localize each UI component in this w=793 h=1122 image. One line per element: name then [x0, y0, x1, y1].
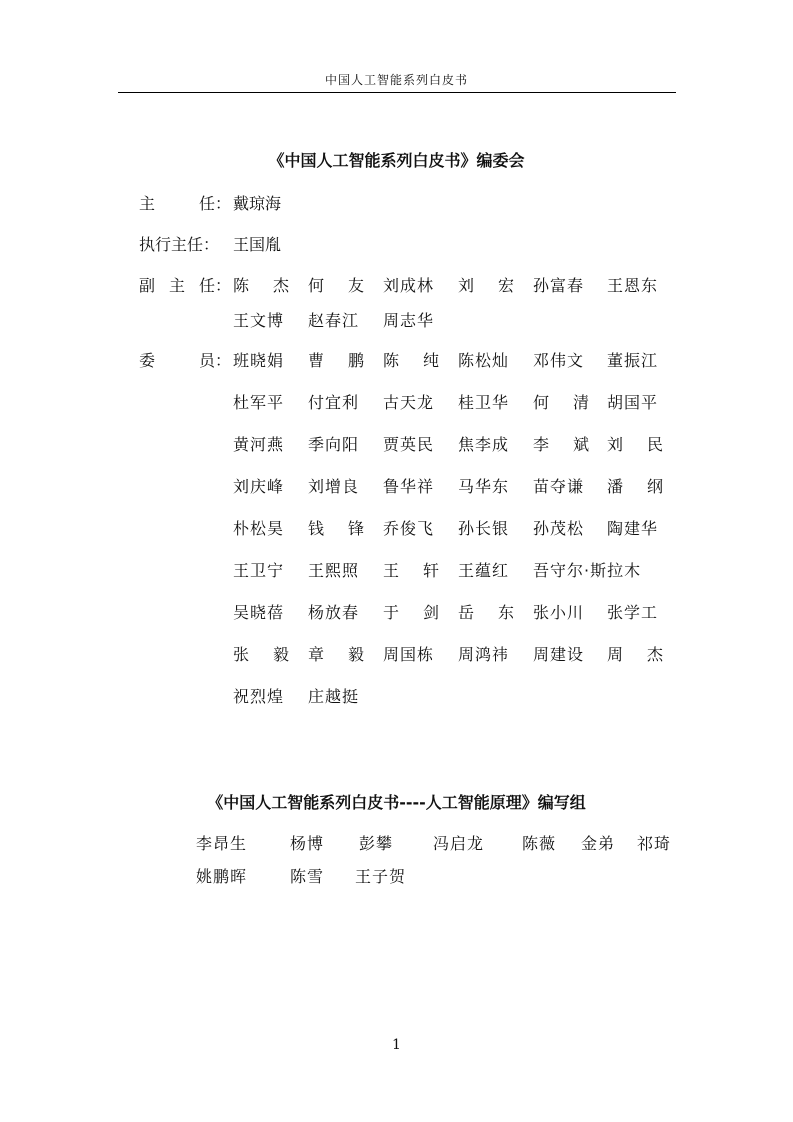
person-name: 周志华	[383, 311, 435, 330]
name-row	[233, 516, 673, 538]
person-name: 王熙照	[308, 561, 360, 580]
name-row	[233, 348, 673, 370]
author-name: 王子贺	[355, 867, 407, 886]
name-row	[233, 600, 673, 622]
person-name: 于 剑	[383, 603, 439, 622]
person-name: 班晓娟	[233, 351, 285, 370]
author-name: 陈雪	[290, 867, 325, 886]
person-name: 周鸿祎	[458, 645, 510, 664]
person-name: 孙茂松	[533, 519, 585, 538]
name-row	[233, 308, 673, 330]
committee-title: 《中国人工智能系列白皮书》编委会	[268, 151, 525, 170]
person-name: 董振江	[607, 351, 659, 370]
name-row	[233, 390, 673, 412]
person-name: 陈 杰	[233, 276, 289, 295]
name-row	[233, 558, 673, 580]
person-name: 庄越挺	[308, 687, 360, 706]
person-name: 桂卫华	[458, 393, 510, 412]
person-name: 孙长银	[458, 519, 510, 538]
person-name: 王卫宁	[233, 561, 285, 580]
person-name: 赵春江	[308, 311, 360, 330]
person-name: 邓伟文	[533, 351, 585, 370]
person-name: 张小川	[533, 603, 585, 622]
person-name: 张 毅	[233, 645, 289, 664]
person-name: 张学工	[607, 603, 659, 622]
person-name: 马华东	[458, 477, 510, 496]
author-name: 金弟	[581, 834, 616, 853]
name-row	[233, 642, 673, 664]
person-name: 周 杰	[607, 645, 663, 664]
name-row	[233, 432, 673, 454]
name-row	[196, 864, 676, 886]
person-name: 潘 纲	[607, 477, 663, 496]
person-name: 刘增良	[308, 477, 360, 496]
person-name: 王文博	[233, 311, 285, 330]
person-name: 岳 东	[458, 603, 514, 622]
person-name: 贾英民	[383, 435, 435, 454]
person-name: 朴松昊	[233, 519, 285, 538]
person-name: 何 清	[533, 393, 589, 412]
person-name: 王恩东	[607, 276, 659, 295]
person-name: 付宜利	[308, 393, 360, 412]
person-name: 季向阳	[308, 435, 360, 454]
person-name: 曹 鹏	[308, 351, 364, 370]
person-name: 吾守尔·斯拉木	[533, 561, 642, 580]
person-name: 章 毅	[308, 645, 364, 664]
person-name: 李 斌	[533, 435, 589, 454]
person-name: 何 友	[308, 276, 364, 295]
person-name: 黄河燕	[233, 435, 285, 454]
author-name: 冯启龙	[433, 834, 485, 853]
person-name: 孙富春	[533, 276, 585, 295]
author-name: 祁琦	[637, 834, 672, 853]
person-name: 刘成林	[383, 276, 435, 295]
person-name: 焦李成	[458, 435, 510, 454]
person-name: 刘 民	[607, 435, 663, 454]
person-name: 胡国平	[607, 393, 659, 412]
page-number: 1	[392, 1037, 401, 1053]
person-name: 杨放春	[308, 603, 360, 622]
exec-director-name: 王国胤	[233, 235, 282, 254]
writing-group-title: 《中国人工智能系列白皮书----人工智能原理》编写组	[207, 793, 586, 812]
person-name: 刘 宏	[458, 276, 514, 295]
name-row	[233, 474, 673, 496]
person-name: 祝烈煌	[233, 687, 285, 706]
person-name: 周国栋	[383, 645, 435, 664]
name-row	[233, 273, 673, 295]
running-header: 中国人工智能系列白皮书	[324, 73, 468, 87]
vice-director-label: 副 主 任：	[139, 276, 231, 295]
director-label: 主 任：	[139, 194, 231, 213]
person-name: 陶建华	[607, 519, 659, 538]
person-name: 王蕴红	[458, 561, 510, 580]
director-name: 戴琼海	[233, 194, 282, 213]
person-name: 钱 锋	[308, 519, 364, 538]
person-name: 周建设	[533, 645, 585, 664]
person-name: 刘庆峰	[233, 477, 285, 496]
name-row	[233, 684, 673, 706]
person-name: 古天龙	[383, 393, 435, 412]
person-name: 乔俊飞	[383, 519, 435, 538]
name-row	[196, 831, 676, 853]
person-name: 吴晓蓓	[233, 603, 285, 622]
author-name: 陈薇	[522, 834, 557, 853]
person-name: 杜军平	[233, 393, 285, 412]
author-name: 彭攀	[359, 834, 394, 853]
person-name: 王 轩	[383, 561, 439, 580]
author-name: 姚鹏晖	[196, 867, 248, 886]
author-name: 李昂生	[196, 834, 248, 853]
person-name: 陈 纯	[383, 351, 439, 370]
person-name: 苗夺谦	[533, 477, 585, 496]
person-name: 鲁华祥	[383, 477, 435, 496]
author-name: 杨博	[290, 834, 325, 853]
members-label: 委 员：	[139, 351, 231, 370]
person-name: 陈松灿	[458, 351, 510, 370]
exec-director-label: 执行主任：	[139, 235, 220, 254]
header-rule	[118, 92, 676, 93]
